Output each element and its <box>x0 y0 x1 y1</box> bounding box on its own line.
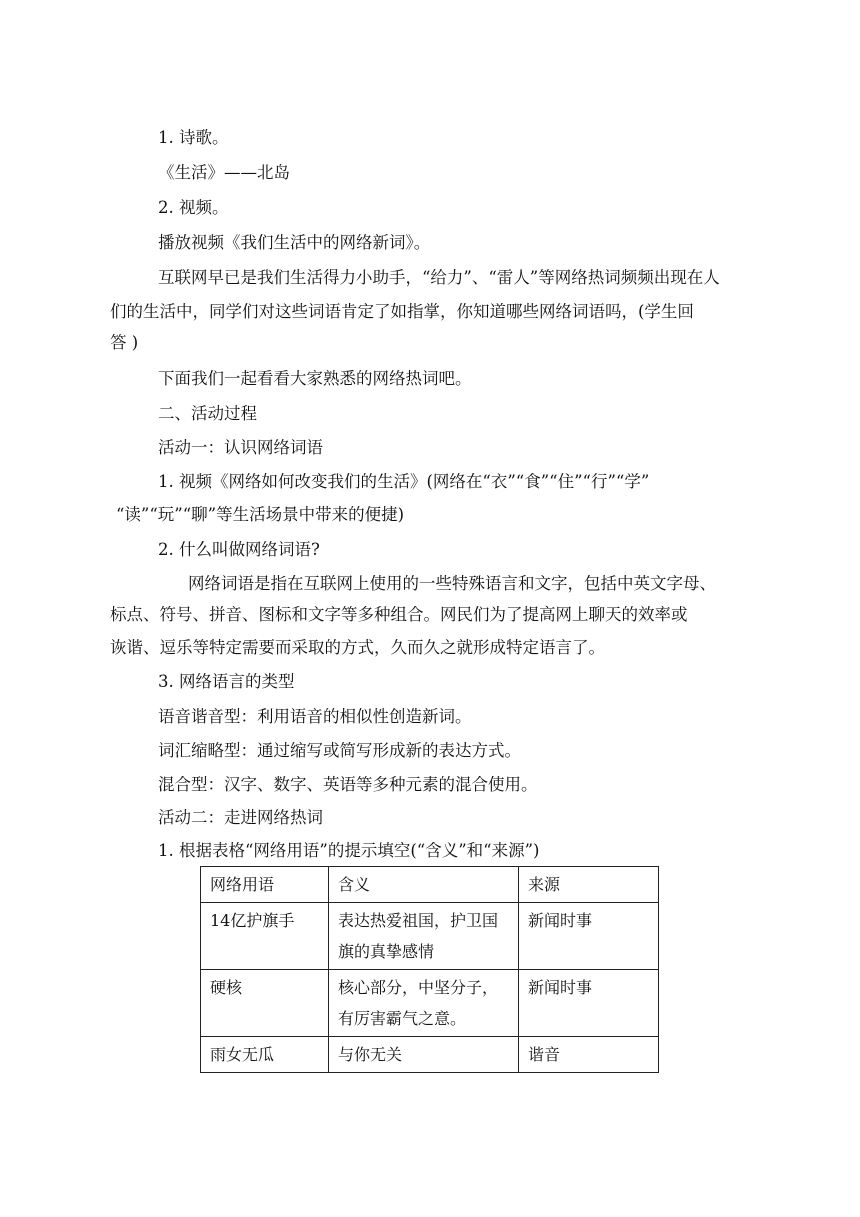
table-cell: 14亿护旗手 <box>201 903 329 970</box>
transition-text: 下面我们一起看看大家熟悉的网络热词吧。 <box>158 369 472 388</box>
table-header-cell: 含义 <box>329 867 519 903</box>
heading-activity-process: 二、活动过程 <box>158 404 257 423</box>
table-cell: 核心部分，中坚分子，有厉害霸气之意。 <box>329 970 519 1037</box>
table-row <box>201 970 659 1037</box>
table-cell: 雨女无瓜 <box>201 1037 329 1073</box>
section-video: 2. 视频。 <box>158 198 229 217</box>
table-row <box>201 1037 659 1073</box>
video-item-line-1: 1. 视频《网络如何改变我们的生活》(网络在“衣”“食”“住”“行”“学” <box>158 472 650 491</box>
intro-paragraph-line-3: 答 ) <box>110 333 139 352</box>
heading-activity-one: 活动一：认识网络词语 <box>158 438 323 457</box>
table-cell: 硬核 <box>201 970 329 1037</box>
net-terms-table <box>200 866 659 1073</box>
table-header-cell: 来源 <box>519 867 659 903</box>
poem-title: 《生活》——北岛 <box>158 163 290 182</box>
table-cell: 表达热爱祖国，护卫国旗的真挚感情 <box>329 903 519 970</box>
type-homophone: 语音谐音型：利用语音的相似性创造新词。 <box>158 707 472 726</box>
definition-line-1: 网络词语是指在互联网上使用的一些特殊语言和文字，包括中英文字母、 <box>188 574 716 593</box>
table-header-cell: 网络用语 <box>201 867 329 903</box>
type-mixed: 混合型：汉字、数字、英语等多种元素的混合使用。 <box>158 775 538 794</box>
table-cell: 新闻时事 <box>519 970 659 1037</box>
table-cell: 谐音 <box>519 1037 659 1073</box>
table-header-row <box>201 867 659 903</box>
table-cell: 新闻时事 <box>519 903 659 970</box>
section-poem: 1. 诗歌。 <box>158 128 229 147</box>
intro-paragraph-line-2: 们的生活中，同学们对这些词语肯定了如指掌，你知道哪些网络词语吗，(学生回 <box>110 302 694 321</box>
heading-language-types: 3. 网络语言的类型 <box>158 672 295 691</box>
video-title: 播放视频《我们生活中的网络新词》。 <box>158 233 431 252</box>
question-what-is-net-words: 2. 什么叫做网络词语? <box>158 540 320 559</box>
intro-paragraph-line-1: 互联网早已是我们生活得力小助手，“给力”、“雷人”等网络热词频频出现在人 <box>158 268 720 287</box>
fill-in-instruction: 1. 根据表格“网络用语”的提示填空(“含义”和“来源”) <box>158 841 540 860</box>
definition-line-2: 标点、符号、拼音、图标和文字等多种组合。网民们为了提高网上聊天的效率或 <box>110 605 688 624</box>
heading-activity-two: 活动二：走进网络热词 <box>158 808 323 827</box>
table-cell: 与你无关 <box>329 1037 519 1073</box>
table-row <box>201 903 659 970</box>
type-abbreviation: 词汇缩略型：通过缩写或简写形成新的表达方式。 <box>158 741 521 760</box>
definition-line-3: 诙谐、逗乐等特定需要而采取的方式，久而久之就形成特定语言了。 <box>110 638 605 657</box>
video-item-line-2: “读”“玩”“聊”等生活场景中带来的便捷) <box>116 505 405 524</box>
